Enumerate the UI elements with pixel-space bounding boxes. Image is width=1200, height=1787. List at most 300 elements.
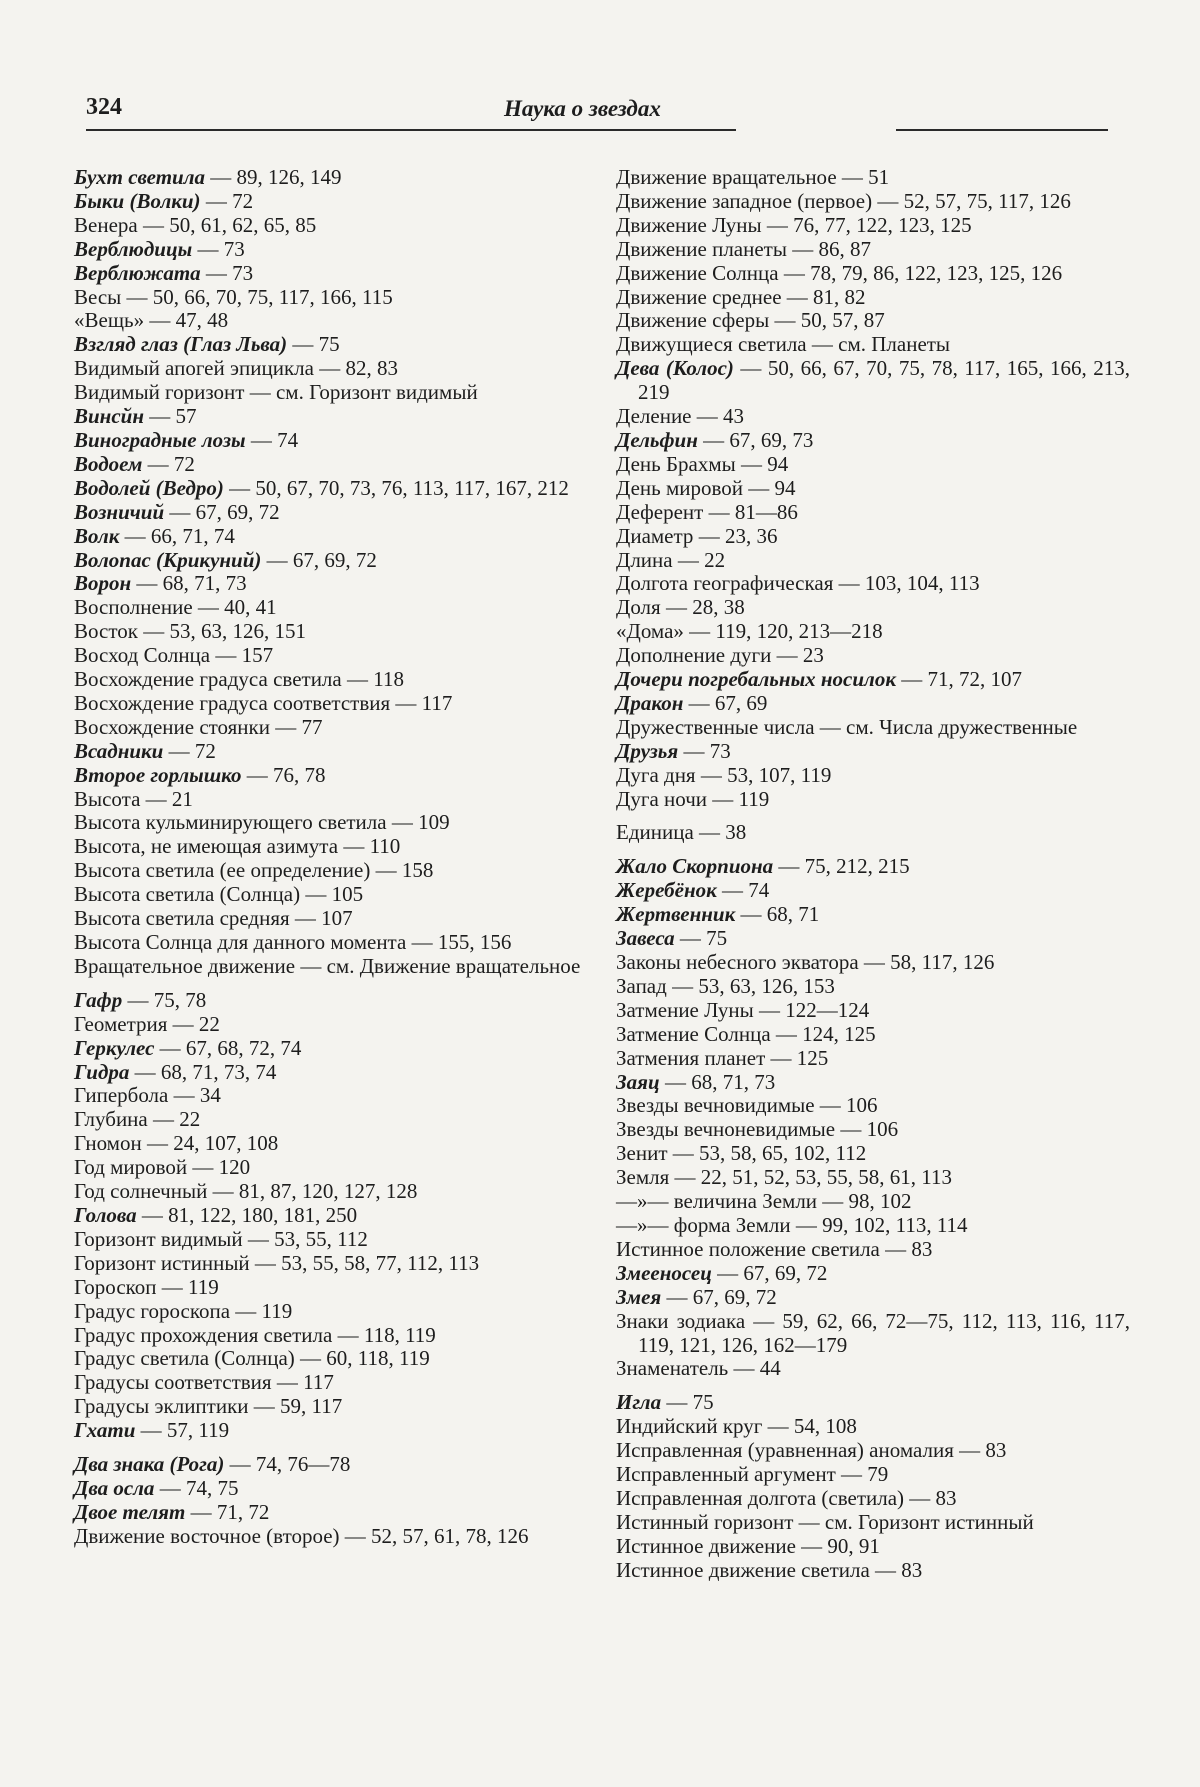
index-entry xyxy=(616,1439,1130,1463)
index-page-refs: — 75 xyxy=(674,926,728,951)
index-entry xyxy=(74,907,584,931)
index-term: Два осла xyxy=(74,1475,155,1500)
index-page-refs: — 106 xyxy=(835,1117,899,1142)
index-page-refs: — 72 xyxy=(142,451,195,476)
index-page-refs: — 74 xyxy=(716,878,770,903)
index-term: Движение Луны xyxy=(616,212,762,237)
index-page-refs: — 44 xyxy=(728,1356,781,1381)
index-term: Вращательное движение xyxy=(74,953,296,978)
index-term: Высота светила средняя xyxy=(74,906,290,931)
index-term: Диаметр xyxy=(616,523,694,548)
index-term: Восхождение градуса соответствия xyxy=(74,690,391,715)
index-entry xyxy=(74,692,584,716)
index-entry xyxy=(616,549,1130,573)
index-entry xyxy=(616,788,1130,812)
index-term: Второе горлышко xyxy=(74,762,242,787)
index-term: Гхати xyxy=(74,1418,136,1443)
index-entry xyxy=(616,1238,1130,1262)
index-term: Доля xyxy=(616,595,661,620)
index-term: Затмение Луны xyxy=(616,997,754,1022)
index-entry xyxy=(74,572,584,596)
index-term: Движение восточное (второе) xyxy=(74,1523,340,1548)
index-entry xyxy=(74,1347,584,1371)
index-page-refs: — 67, 69, 72 xyxy=(661,1284,777,1309)
index-page-refs: — 119 xyxy=(156,1274,219,1299)
index-entry xyxy=(74,1013,584,1037)
index-term: Исправленная (уравненная) аномалия xyxy=(616,1438,954,1463)
index-term: Градусы соответствия xyxy=(74,1370,272,1395)
index-term: Видимый апогей эпицикла xyxy=(74,356,314,381)
index-entry xyxy=(74,262,584,286)
index-term: Геркулес xyxy=(74,1035,155,1060)
index-entry xyxy=(74,1132,584,1156)
index-entry xyxy=(616,1023,1130,1047)
index-term: Дополнение дуги xyxy=(616,643,772,668)
index-entry xyxy=(616,238,1130,262)
index-entry xyxy=(74,1037,584,1061)
index-term: Бухт светила xyxy=(74,165,205,189)
index-page-refs: — 103, 104, 113 xyxy=(833,571,980,596)
index-term: Восполнение xyxy=(74,595,193,620)
index-entry xyxy=(616,1559,1130,1583)
index-page-refs: — 119 xyxy=(230,1298,293,1323)
index-term: Водоем xyxy=(74,451,143,476)
index-entry xyxy=(616,1190,1130,1214)
index-page-refs: — 53, 55, 112 xyxy=(242,1226,368,1251)
index-page-refs: — см. Горизонт видимый xyxy=(244,380,478,405)
index-entry xyxy=(616,214,1130,238)
index-page-refs: — 122—124 xyxy=(753,997,870,1022)
index-entry xyxy=(616,190,1130,214)
index-entry xyxy=(74,501,584,525)
index-term: Дева (Колос) xyxy=(616,356,734,381)
index-term: Звезды вечновидимые xyxy=(616,1093,815,1118)
index-entry xyxy=(616,1071,1130,1095)
index-page-refs: — 106 xyxy=(814,1093,878,1118)
index-page-refs: — см. Планеты xyxy=(806,332,951,357)
index-page-refs: — 67, 69 xyxy=(683,690,768,715)
index-term: Запад xyxy=(616,973,667,998)
index-page-refs: — 22, 51, 52, 53, 55, 58, 61, 113 xyxy=(669,1165,953,1190)
index-page-refs: — 74 xyxy=(245,427,299,452)
index-page-refs: — 119 xyxy=(707,786,770,811)
index-term: —»— величина Земли xyxy=(616,1189,818,1214)
index-page-refs: — 83 xyxy=(879,1236,933,1261)
index-page-refs: — 34 xyxy=(168,1083,221,1108)
index-entry xyxy=(616,927,1130,951)
index-page-refs: — 155, 156 xyxy=(406,930,512,954)
index-page-refs: — 74, 75 xyxy=(154,1475,239,1500)
index-entry xyxy=(616,821,1130,845)
index-entry xyxy=(74,1252,584,1276)
index-term: «Вещь» xyxy=(74,308,145,333)
index-term: Год мировой xyxy=(74,1155,188,1180)
index-term: Глубина xyxy=(74,1107,148,1132)
index-entry xyxy=(616,855,1130,879)
index-page-refs: — 117 xyxy=(271,1370,334,1395)
index-entry xyxy=(616,716,1130,740)
index-term: Возничий xyxy=(74,499,165,524)
index-page-refs: — 81, 122, 180, 181, 250 xyxy=(136,1202,358,1227)
index-page-refs: — 94 xyxy=(743,475,796,500)
index-page-refs: — 73 xyxy=(200,260,254,285)
index-entry xyxy=(74,1108,584,1132)
index-term: Голова xyxy=(74,1202,137,1227)
index-term: Исправленный аргумент xyxy=(616,1462,836,1487)
index-entry xyxy=(74,1395,584,1419)
index-term: Восхождение стоянки xyxy=(74,714,270,739)
index-term: Год солнечный xyxy=(74,1179,208,1204)
index-page-refs: — 157 xyxy=(210,643,274,668)
index-page-refs: — 53, 63, 126, 153 xyxy=(666,973,835,998)
index-page-refs: — 52, 57, 75, 117, 126 xyxy=(872,188,1071,213)
index-entry xyxy=(616,405,1130,429)
index-page-refs: — 58, 117, 126 xyxy=(858,950,995,974)
index-page-refs: — 75 xyxy=(661,1390,714,1415)
index-entry xyxy=(616,501,1130,525)
index-term: Гороскоп xyxy=(74,1274,157,1299)
index-term: Жало Скорпиона xyxy=(616,854,774,879)
index-page-refs: — 68, 71, 73 xyxy=(659,1069,776,1094)
index-page-refs: — 83 xyxy=(869,1557,923,1582)
index-term: Градусы эклиптики xyxy=(74,1394,249,1419)
index-entry xyxy=(616,1310,1130,1358)
index-entry xyxy=(616,477,1130,501)
index-page-refs: — 50, 66, 70, 75, 117, 166, 115 xyxy=(121,284,393,309)
index-term: Змея xyxy=(616,1284,662,1309)
index-entry xyxy=(74,238,584,262)
index-entry xyxy=(74,955,584,979)
index-term: Дочери погребальных носилок xyxy=(616,667,896,692)
index-entry xyxy=(616,692,1130,716)
index-page-refs: — см. Горизонт истинный xyxy=(793,1509,1034,1534)
index-page-refs: — 23 xyxy=(771,643,824,668)
index-term: Жертвенник xyxy=(616,902,736,927)
index-entry xyxy=(74,405,584,429)
index-page-refs: — 59, 117 xyxy=(248,1394,343,1419)
index-term: День Брахмы xyxy=(616,451,736,476)
index-entry xyxy=(616,1118,1130,1142)
index-entry xyxy=(74,644,584,668)
index-page-refs: — 75, 78 xyxy=(122,987,207,1012)
index-term: Затмение Солнца xyxy=(616,1021,771,1046)
index-term: Высота Солнца для данного момента xyxy=(74,930,407,954)
index-entry xyxy=(74,883,584,907)
index-entry xyxy=(616,1214,1130,1238)
index-page-refs: — 68, 71, 73 xyxy=(131,571,247,596)
page-number: 324 xyxy=(86,94,122,120)
index-page-refs: — 53, 55, 58, 77, 112, 113 xyxy=(249,1250,480,1275)
index-entry xyxy=(74,1453,584,1477)
index-term: Видимый горизонт xyxy=(74,380,245,405)
index-entry xyxy=(616,572,1130,596)
index-entry xyxy=(616,166,1130,190)
index-page-refs: — 89, 126, 149 xyxy=(205,165,342,189)
index-entry xyxy=(74,1419,584,1443)
index-term: Индийский круг xyxy=(616,1414,763,1439)
index-term: Жеребёнок xyxy=(616,878,717,903)
index-entry xyxy=(616,975,1130,999)
index-term: Змееносец xyxy=(616,1260,712,1285)
index-entry xyxy=(74,1501,584,1525)
index-page-refs: — 53, 107, 119 xyxy=(695,762,832,787)
index-page-refs: — 22 xyxy=(147,1107,201,1132)
index-entry xyxy=(74,1084,584,1108)
index-term: Движение сферы xyxy=(616,308,770,333)
index-page-refs: — 86, 87 xyxy=(786,236,871,261)
index-term: Деление xyxy=(616,404,692,429)
index-page-refs: — 66, 71, 74 xyxy=(119,523,235,548)
index-term: —»— форма Земли xyxy=(616,1212,791,1237)
index-term: День мировой xyxy=(616,475,744,500)
index-page-refs: — 59, 62, 66, 72—75, 112, 113, 116, 117, 119, 121, 126, 162—179 xyxy=(638,1308,1130,1357)
index-page-refs: — 81, 82 xyxy=(781,284,866,309)
index-page-refs: — 107 xyxy=(289,906,353,931)
index-entry xyxy=(74,333,584,357)
index-term: Быки (Волки) xyxy=(74,188,201,213)
index-term: Дракон xyxy=(616,690,684,715)
index-term: Долгота географическая xyxy=(616,571,834,596)
index-entry xyxy=(74,1525,584,1549)
index-page-refs: — 50, 67, 70, 73, 76, 113, 117, 167, 212 xyxy=(223,475,569,500)
index-term: Ворон xyxy=(74,571,132,596)
index-page-refs: — 118, 119 xyxy=(332,1322,436,1347)
index-page-refs: — 53, 58, 65, 102, 112 xyxy=(667,1141,867,1166)
index-column-right xyxy=(616,166,1130,1583)
index-entry xyxy=(74,1276,584,1300)
index-term: Волк xyxy=(74,523,120,548)
index-term: Всадники xyxy=(74,738,164,763)
index-entry xyxy=(616,525,1130,549)
index-term: Звезды вечноневидимые xyxy=(616,1117,836,1142)
header-rule-right xyxy=(896,129,1108,131)
index-entry xyxy=(616,1262,1130,1286)
index-term: Верблюдицы xyxy=(74,236,193,261)
index-page-refs: — 72 xyxy=(163,738,216,763)
index-entry xyxy=(74,668,584,692)
index-entry xyxy=(616,286,1130,310)
index-page-refs: — 158 xyxy=(370,858,434,883)
index-page-refs: — 50, 61, 62, 65, 85 xyxy=(137,212,317,237)
index-page-refs: — 43 xyxy=(691,404,744,429)
index-page-refs: — 81, 87, 120, 127, 128 xyxy=(207,1179,418,1204)
index-page-refs: — 67, 69, 72 xyxy=(261,547,377,572)
running-title: Наука о звездах xyxy=(504,96,661,121)
index-term: Заяц xyxy=(616,1069,660,1094)
index-term: Исправленная долгота (светила) xyxy=(616,1485,905,1510)
index-page-refs: — 94 xyxy=(735,451,789,476)
index-page-refs: — 125 xyxy=(765,1045,829,1070)
index-term: Друзья xyxy=(616,738,679,763)
index-term: Завеса xyxy=(616,926,675,951)
index-page-refs: — 28, 38 xyxy=(660,595,745,620)
index-page-refs: — 53, 63, 126, 151 xyxy=(137,619,306,644)
index-page-refs: — 118 xyxy=(341,667,404,692)
index-entry xyxy=(74,166,584,190)
index-page-refs: — 22 xyxy=(167,1011,220,1036)
index-entry xyxy=(74,309,584,333)
header-rule-middle xyxy=(486,129,736,131)
index-term: Виноградные лозы xyxy=(74,427,246,452)
index-entry xyxy=(616,1415,1130,1439)
index-term: Дружественные числа xyxy=(616,714,815,739)
index-term: Движущиеся светила xyxy=(616,332,807,357)
index-entry xyxy=(74,764,584,788)
index-entry xyxy=(616,596,1130,620)
index-page-refs: — 51 xyxy=(836,165,890,189)
index-entry xyxy=(74,1156,584,1180)
index-term: Гипербола xyxy=(74,1083,169,1108)
index-term: Венера xyxy=(74,212,138,237)
index-entry xyxy=(616,309,1130,333)
index-page-refs: — 79 xyxy=(835,1462,889,1487)
index-term: Винсйн xyxy=(74,404,145,429)
index-page-refs: — см. Движение вращательное xyxy=(295,953,581,978)
index-entry xyxy=(74,740,584,764)
index-entry xyxy=(616,644,1130,668)
index-page-refs: — 74, 76—78 xyxy=(224,1452,351,1477)
index-entry xyxy=(74,716,584,740)
index-entry xyxy=(74,477,584,501)
index-term: Восток xyxy=(74,619,138,644)
index-term: Высота светила (Солнца) xyxy=(74,882,301,907)
index-term: Гномон xyxy=(74,1131,142,1156)
index-entry xyxy=(74,286,584,310)
index-term: Законы небесного экватора xyxy=(616,950,859,974)
index-entry xyxy=(74,859,584,883)
index-page-refs: — 22 xyxy=(672,547,726,572)
index-term: Гафр xyxy=(74,987,123,1012)
index-entry xyxy=(616,1142,1130,1166)
index-term: Истинное положение светила xyxy=(616,1236,880,1261)
index-entry xyxy=(616,1047,1130,1071)
index-page-refs: — 67, 69, 72 xyxy=(711,1260,828,1285)
index-page-refs: — 90, 91 xyxy=(795,1533,880,1558)
index-page-refs: — 75, 212, 215 xyxy=(773,854,910,879)
index-term: Длина xyxy=(616,547,673,572)
index-entry xyxy=(74,1300,584,1324)
index-entry xyxy=(74,620,584,644)
index-entry xyxy=(74,811,584,835)
index-page-refs: — 76, 77, 122, 123, 125 xyxy=(761,212,972,237)
index-page-refs: — 124, 125 xyxy=(770,1021,876,1046)
index-term: Игла xyxy=(616,1390,662,1415)
index-entry xyxy=(74,1204,584,1228)
index-term: Двое телят xyxy=(74,1499,186,1524)
index-entry xyxy=(616,668,1130,692)
index-page-refs: — 71, 72, 107 xyxy=(895,667,1022,692)
index-entry xyxy=(616,429,1130,453)
index-term: «Дома» xyxy=(616,619,684,644)
index-page-refs: — 117 xyxy=(390,690,453,715)
index-entry xyxy=(616,1487,1130,1511)
index-page-refs: — см. Числа дружественные xyxy=(814,714,1078,739)
index-term: Высота, не имеющая азимута xyxy=(74,834,339,859)
index-page-refs: — 47, 48 xyxy=(144,308,229,333)
index-term: Земля xyxy=(616,1165,670,1190)
index-term: Водолей (Ведро) xyxy=(74,475,224,500)
index-entry xyxy=(616,453,1130,477)
index-page-refs: — 73 xyxy=(192,236,245,261)
index-entry xyxy=(616,740,1130,764)
index-page-refs: — 99, 102, 113, 114 xyxy=(790,1212,968,1237)
index-term: Истинное движение xyxy=(616,1533,796,1558)
index-entry xyxy=(616,333,1130,357)
index-term: Геометрия xyxy=(74,1011,168,1036)
index-entry xyxy=(74,357,584,381)
index-term: Движение планеты xyxy=(616,236,787,261)
index-page-refs: — 78, 79, 86, 122, 123, 125, 126 xyxy=(778,260,1063,285)
index-entry xyxy=(74,1061,584,1085)
index-page-refs: — 83 xyxy=(904,1485,957,1510)
index-entry xyxy=(616,1094,1130,1118)
index-entry xyxy=(74,1228,584,1252)
index-term: Деферент xyxy=(616,499,704,524)
index-term: Затмения планет xyxy=(616,1045,766,1070)
index-page-refs: — 40, 41 xyxy=(192,595,277,620)
index-page-refs: — 67, 69, 73 xyxy=(697,427,814,452)
index-term: Дуга ночи xyxy=(616,786,708,811)
index-page-refs: — 68, 71 xyxy=(735,902,820,927)
index-entry xyxy=(74,1477,584,1501)
index-term: Волопас (Крикуний) xyxy=(74,547,262,572)
index-term: Градус прохождения светила xyxy=(74,1322,333,1347)
index-entry xyxy=(616,1511,1130,1535)
index-entry xyxy=(74,525,584,549)
index-entry xyxy=(616,262,1130,286)
index-page-refs: — 119, 120, 213—218 xyxy=(683,619,883,644)
index-page-refs: — 71, 72 xyxy=(185,1499,270,1524)
index-entry xyxy=(616,764,1130,788)
index-entry xyxy=(616,1357,1130,1381)
index-entry xyxy=(616,1166,1130,1190)
index-page-refs: — 98, 102 xyxy=(817,1189,912,1214)
index-term: Градус гороскопа xyxy=(74,1298,231,1323)
index-page-refs: — 60, 118, 119 xyxy=(294,1346,430,1371)
index-page-refs: — 67, 68, 72, 74 xyxy=(154,1035,302,1060)
index-entry xyxy=(74,931,584,955)
index-term: Знаки зодиака xyxy=(616,1308,746,1333)
index-entry xyxy=(616,620,1130,644)
index-entry xyxy=(616,357,1130,405)
index-page-refs: — 110 xyxy=(338,834,401,859)
index-term: Движение Солнца xyxy=(616,260,779,285)
index-term: Высота кульминирующего светила xyxy=(74,810,387,835)
index-entry xyxy=(74,835,584,859)
index-page-refs: — 82, 83 xyxy=(313,356,398,381)
index-page-refs: — 38 xyxy=(693,820,747,845)
index-page-refs: — 24, 107, 108 xyxy=(141,1131,279,1156)
index-term: Весы xyxy=(74,284,122,309)
index-entry xyxy=(74,788,584,812)
index-term: Высота xyxy=(74,786,141,811)
index-page-refs: — 72 xyxy=(200,188,254,213)
index-page-refs: — 81—86 xyxy=(703,499,798,524)
index-term: Градус светила (Солнца) xyxy=(74,1346,295,1371)
index-entry xyxy=(616,951,1130,975)
index-entry xyxy=(616,879,1130,903)
index-page-refs: — 52, 57, 61, 78, 126 xyxy=(339,1523,529,1548)
index-term: Восхождение градуса светила xyxy=(74,667,342,692)
index-entry xyxy=(74,453,584,477)
index-entry xyxy=(74,1324,584,1348)
index-entry xyxy=(74,989,584,1013)
index-term: Единица xyxy=(616,820,694,845)
index-term: Дуга дня xyxy=(616,762,696,787)
index-entry xyxy=(616,999,1130,1023)
index-entry xyxy=(74,1371,584,1395)
index-entry xyxy=(74,596,584,620)
